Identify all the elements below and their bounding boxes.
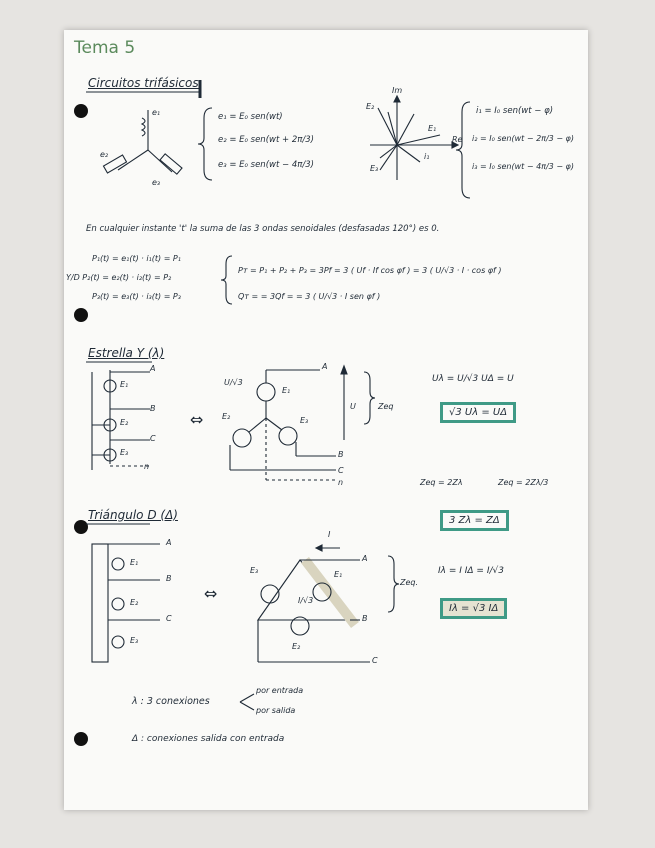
section-heading-circuitos: Circuitos trifásicos [88,76,199,90]
section-heading-estrella: Estrella Y (λ) [88,346,165,360]
delta-source-e3-right: E₃ [250,566,259,575]
zeq-label: Zeq [378,402,394,411]
node-a-right: A [322,362,328,371]
branch-lines [240,694,254,710]
source-e2-right: E₂ [222,412,231,421]
lambda-connections: λ : 3 conexiones [132,696,210,707]
delta-connections: Δ : conexiones salida con entrada [132,734,285,744]
delta-source-e3: E₃ [130,636,139,645]
delta-zeq-label: Zeq. [400,578,419,587]
delta-node-b-right: B [362,614,368,623]
phasor-label-e3: E₃ [370,164,379,173]
gen-label-e2: e₂ [100,150,109,159]
delta-schematic-right [258,545,399,662]
power-total-q: Qᴛ = = 3Qf = = 3 ( U/√3 · I sen φf ) [238,292,381,301]
section-heading-triangulo: Triángulo D (Δ) [88,508,178,522]
branch-salida: por salida [256,706,296,715]
phasor-label-e2: E₂ [366,102,375,111]
branch-entrada: por entrada [256,686,304,695]
source-e3: E₃ [120,448,129,457]
gen-label-e1: e₁ [152,108,161,117]
node-n: n [144,462,150,471]
gen-label-e3: e₃ [152,178,161,187]
delta-source-e2-right: E₂ [292,642,301,651]
u-label: U [350,402,356,411]
brace [456,102,470,198]
current-relation: Iλ = I IΔ = I/√3 [438,566,504,576]
delta-source-e1-right: E₁ [334,570,343,579]
zeq-relation-2: Zeq = 2Zλ/3 [498,478,549,487]
delta-source-e1: E₁ [130,558,139,567]
equation-e3: e₃ = E₀ sen(wt − 4π/3) [218,160,314,170]
node-c-right: C [338,466,344,475]
delta-node-c-right: C [372,656,378,665]
delta-node-c: C [166,614,172,623]
node-b: B [150,404,156,413]
equation-i3: i₃ = I₀ sen(wt − 4π/3 − φ) [472,162,574,171]
phasor-label-im: Im [392,86,403,95]
boxed-voltage-formula: √3 Uλ = UΔ [440,402,516,423]
brace [221,256,232,304]
page-title: Tema 5 [74,38,136,58]
boxed-current-formula: Iλ = √3 IΔ [440,598,507,619]
fraction-u-sqrt3: U/√3 [224,378,243,387]
delta-node-a-right: A [362,554,368,563]
source-e1-right: E₁ [282,386,291,395]
phasor-label-re: Re [452,135,463,144]
boxed-impedance-formula: 3 Zλ = ZΔ [440,510,509,531]
phasor-diagram [370,96,458,180]
current-label-i: I [328,530,331,539]
power-eq-p1: P₁(t) = e₁(t) · i₁(t) = P₁ [92,254,181,263]
power-eq-p2: Y/D P₂(t) = e₂(t) · i₂(t) = P₂ [66,273,172,282]
source-e1: E₁ [120,380,129,389]
power-eq-p3: P₃(t) = e₃(t) · i₃(t) = P₃ [92,292,181,301]
equivalence-arrow: ⇔ [190,410,204,429]
equation-i1: i₁ = I₀ sen(wt − φ) [476,106,554,116]
delta-node-b: B [166,574,172,583]
statement-text: En cualquier instante 't' la suma de las 3 ondas senoidales (desfasadas 120°) es 0. [86,224,440,234]
power-total-p: Pᴛ = P₁ + P₂ + P₃ = 3Pf = 3 ( Uf · If cos φf ) = 3 ( U/√3 · I · cos φf ) [238,266,502,275]
voltage-relation: Uλ = U/√3 UΔ = U [432,374,514,384]
equation-e1: e₁ = E₀ sen(wt) [218,112,283,122]
phasor-label-i1: i₁ [424,152,430,161]
node-a: A [150,364,156,373]
node-n-right: n [338,478,344,487]
equation-e2: e₂ = E₀ sen(wt + 2π/3) [218,135,314,145]
zeq-relation-1: Zeq = 2Zλ [420,478,463,487]
node-b-right: B [338,450,344,459]
equation-i2: i₂ = I₀ sen(wt − 2π/3 − φ) [472,134,574,143]
generator-sketch [103,110,182,174]
phasor-label-e1: E₁ [428,124,437,133]
source-e2: E₂ [120,418,129,427]
delta-source-e2: E₂ [130,598,139,607]
delta-schematic-left [92,544,160,662]
brace [198,108,212,180]
equivalence-arrow-delta: ⇔ [204,584,218,603]
node-c: C [150,434,156,443]
fraction-i-sqrt3: I/√3 [298,596,314,605]
source-e3-right: E₃ [300,416,309,425]
delta-node-a: A [166,538,172,547]
